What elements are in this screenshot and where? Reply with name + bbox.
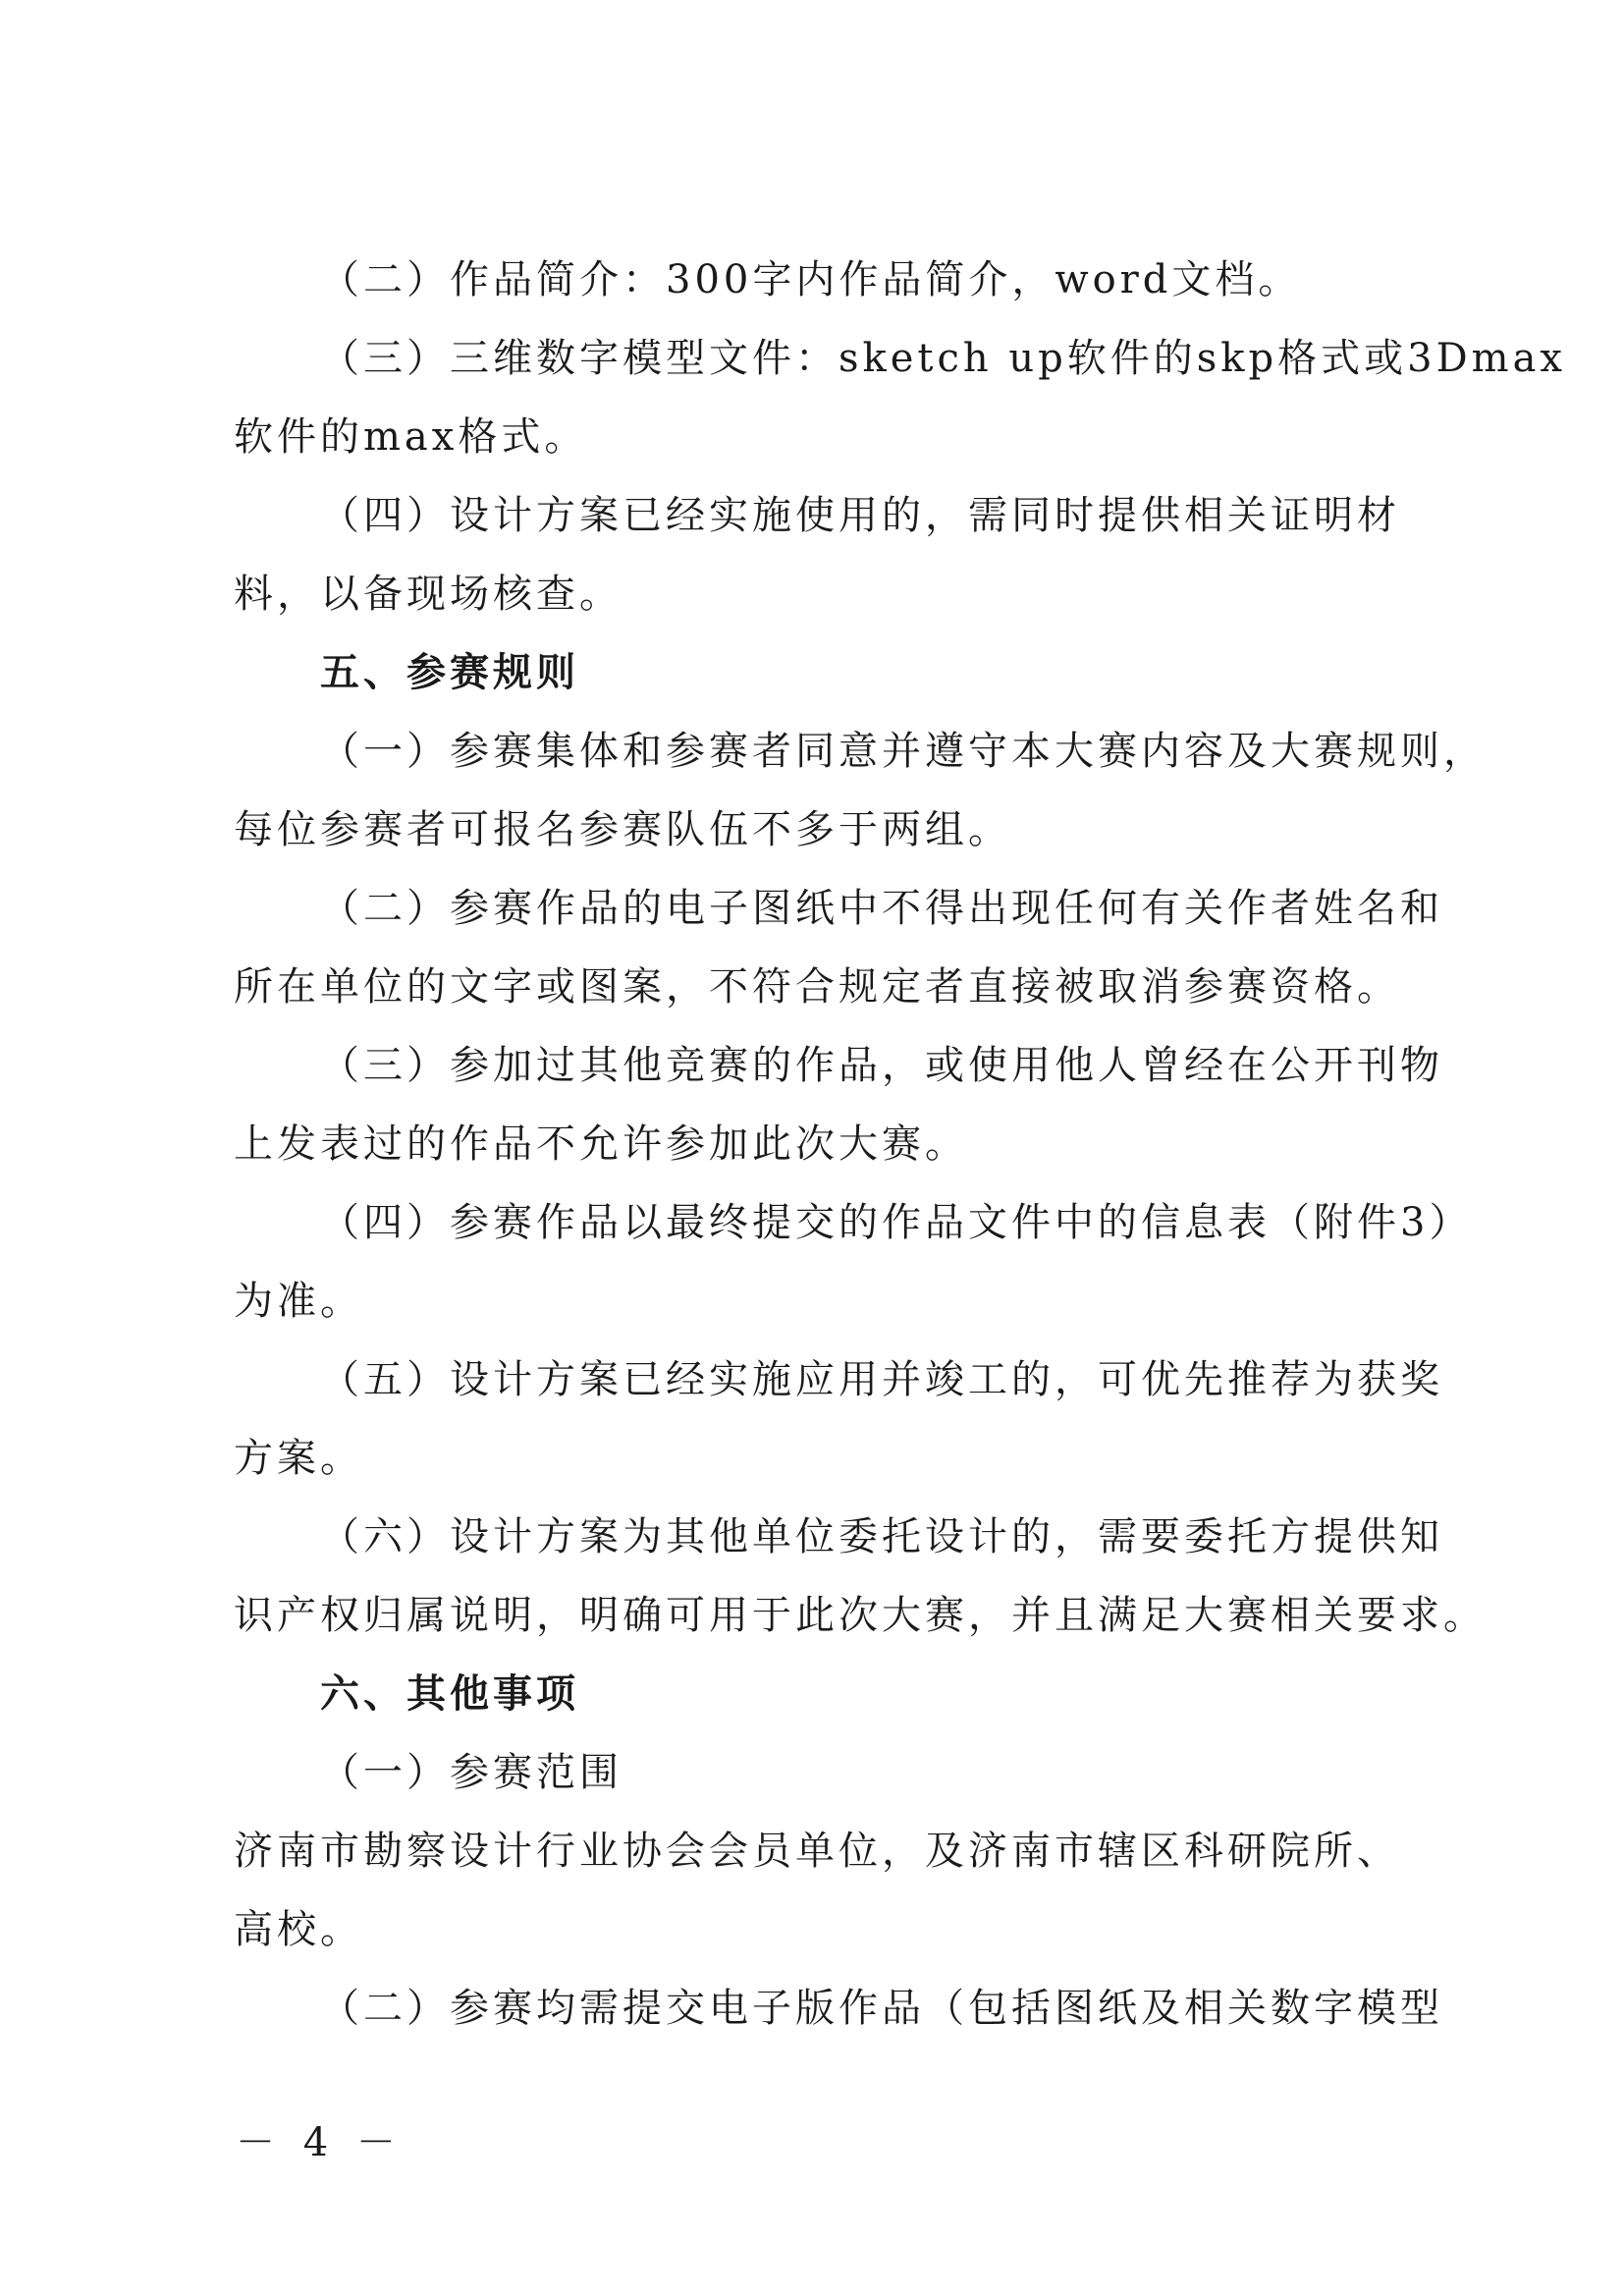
text-line: 济南市勘察设计行业协会会员单位，及济南市辖区科研院所、 (234, 1829, 1400, 1874)
text-line: （四）设计方案已经实施使用的，需同时提供相关证明材 (320, 493, 1400, 538)
text-line: 软件的max格式。 (234, 414, 588, 460)
text-line: 所在单位的文字或图案，不符合规定者直接被取消参赛资格。 (234, 964, 1400, 1010)
text-line: （一）参赛范围 (320, 1750, 622, 1795)
text-line: （二）参赛均需提交电子版作品（包括图纸及相关数字模型 (320, 1986, 1443, 2031)
page-number: － 4 － (236, 2120, 404, 2165)
text-line: 方案。 (234, 1436, 363, 1481)
text-line: 每位参赛者可报名参赛队伍不多于两组。 (234, 807, 1011, 852)
text-line: 为准。 (234, 1279, 363, 1324)
text-line: （三）三维数字模型文件：sketch up软件的skp格式或3Dmax (320, 336, 1566, 381)
section-heading: 五、参赛规则 (320, 650, 579, 695)
text-line: （一）参赛集体和参赛者同意并遵守本大赛内容及大赛规则， (320, 729, 1487, 774)
text-line: 上发表过的作品不允许参加此次大赛。 (234, 1121, 968, 1167)
text-line: 料，以备现场核查。 (234, 572, 622, 617)
text-line: （五）设计方案已经实施应用并竣工的，可优先推荐为获奖 (320, 1357, 1443, 1402)
text-line: （三）参加过其他竞赛的作品，或使用他人曾经在公开刊物 (320, 1043, 1443, 1088)
text-line: （二）作品简介：300字内作品简介，word文档。 (320, 257, 1302, 302)
text-line: （二）参赛作品的电子图纸中不得出现任何有关作者姓名和 (320, 886, 1443, 931)
text-line: （六）设计方案为其他单位委托设计的，需要委托方提供知 (320, 1514, 1443, 1559)
text-line: 高校。 (234, 1907, 363, 1952)
body-text (234, 241, 1566, 2048)
text-line: （四）参赛作品以最终提交的作品文件中的信息表（附件3） (320, 1200, 1473, 1245)
section-heading: 六、其他事项 (320, 1671, 579, 1717)
text-line: 识产权归属说明，明确可用于此次大赛，并且满足大赛相关要求。 (234, 1593, 1487, 1638)
